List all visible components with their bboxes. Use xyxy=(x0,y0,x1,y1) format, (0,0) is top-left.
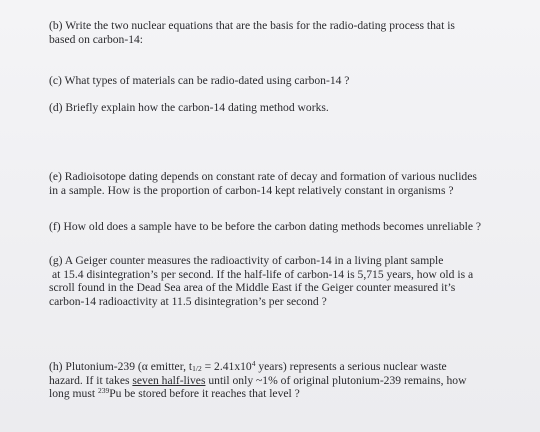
question-h-line-1-part-c: years) represents a serious nuclear waste xyxy=(255,360,447,373)
question-f-line-1: (f) How old does a sample have to be before the carbon dating methods becomes unreliable ? xyxy=(49,220,482,233)
question-h-line-1 xyxy=(49,360,519,374)
question-c xyxy=(49,74,519,88)
question-e-line-2: in a sample. How is the proportion of carbon-14 kept relatively constant in organisms ? xyxy=(49,183,454,197)
question-h-line-2-part-b: until only ~1% of original plutonium-239 remains, how xyxy=(205,373,467,387)
question-b xyxy=(49,19,519,46)
exponent-superscript: 4 xyxy=(251,359,256,368)
question-b-line-1: (b) Write the two nuclear equations that are the basis for the radio-dating process that is xyxy=(49,19,455,32)
question-h-line-3 xyxy=(49,387,519,401)
question-g-line-4: carbon-14 radioactivity at 11.5 disintegration’s per second ? xyxy=(49,294,327,308)
question-h-line-1-part-b: = 2.41x10 xyxy=(201,360,252,373)
seven-half-lives-underlined: seven half-lives xyxy=(132,373,206,387)
question-h-line-3-part-b: Pu be stored before it reaches that level ? xyxy=(109,387,300,400)
question-h xyxy=(49,360,519,401)
question-g xyxy=(49,254,519,308)
half-life-subscript: 1/2 xyxy=(192,364,202,373)
question-h-line-3-part-a: long must xyxy=(49,387,98,400)
question-c-line-1: (c) What types of materials can be radio-dated using carbon-14 ? xyxy=(49,74,350,87)
question-g-line-2: at 15.4 disintegration’s per second. If the half-life of carbon-14 is 5,715 years, how old is a xyxy=(52,267,474,281)
question-h-line-2-part-a: hazard. If it takes xyxy=(49,373,133,387)
mass-number-superscript: 239 xyxy=(97,386,110,395)
question-h-line-1-part-a: (h) Plutonium-239 (α emitter, t xyxy=(49,360,193,373)
question-g-line-1: (g) A Geiger counter measures the radioactivity of carbon-14 in a living plant sample xyxy=(49,254,444,267)
question-d-line-1: (d) Briefly explain how the carbon-14 dating method works. xyxy=(49,101,329,114)
question-g-line-3: scroll found in the Dead Sea area of the Middle East if the Geiger counter measured it’s xyxy=(49,281,456,294)
question-b-line-2: based on carbon-14: xyxy=(49,32,144,46)
question-d xyxy=(49,101,519,115)
question-f xyxy=(49,220,519,234)
question-e xyxy=(49,170,519,197)
question-e-line-1: (e) Radioisotope dating depends on constant rate of decay and formation of various nuclides xyxy=(49,170,477,183)
question-h-line-2 xyxy=(49,374,519,388)
